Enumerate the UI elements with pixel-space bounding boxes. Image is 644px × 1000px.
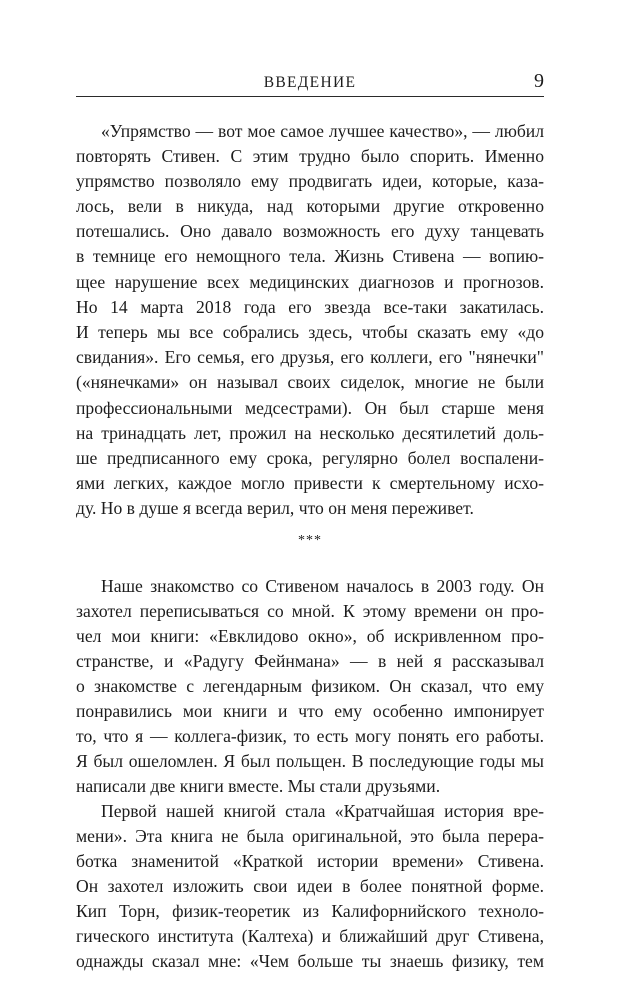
page-number: 9 (534, 70, 544, 92)
text-line: ду. Но в душе я всегда верил, что он меня переживет. (76, 498, 474, 518)
text-line: профессиональными медсестрами). Он был старше меня (76, 398, 544, 418)
text-line: повторять Стивен. С этим трудно было спорить. Именно (76, 146, 544, 166)
text-line: ше предписанного ему срока, регулярно болел воспалени- (76, 448, 544, 468)
text-line: И теперь мы все собрались здесь, чтобы сказать ему «до (76, 322, 544, 342)
text-line: Кип Торн, физик-теоретик из Калифорнийского техноло- (76, 901, 544, 921)
section-separator: *** (298, 533, 322, 548)
running-header (76, 68, 544, 97)
text-line: захотел переписываться со мной. К этому времени он про- (76, 601, 544, 621)
text-line: то, что я — коллега-физик, то есть могу понять его работы. (76, 726, 544, 746)
text-line: ями легких, каждое могло привести к смертельному исхо- (76, 473, 544, 493)
text-line: ботка знаменитой «Краткой истории времени» Стивена. (76, 851, 544, 871)
text-line: однажды сказал мне: «Чем больше ты знаешь физику, тем (76, 951, 544, 971)
text-line: упрямство позволяло ему продвигать идеи, которые, каза- (76, 171, 544, 191)
text-line: лось, вели в никуда, над которыми другие откровенно (76, 196, 544, 216)
text-line: Наше знакомство со Стивеном началось в 2003 году. Он (101, 576, 544, 596)
text-line: Я был ошеломлен. Я был польщен. В последующие годы мы (76, 751, 544, 771)
text-line: Он захотел изложить свои идеи в более понятной форме. (76, 876, 544, 896)
text-line: понравились мои книги и что ему особенно импонирует (76, 701, 544, 721)
text-line: «Упрямство — вот мое самое лучшее качество», — любил (101, 121, 544, 141)
text-line: щее нарушение всех медицинских диагнозов и прогнозов. (76, 272, 544, 292)
text-line: Но 14 марта 2018 года его звезда все-таки закатилась. (76, 297, 544, 317)
text-line: чел мои книги: «Евклидово окно», об искривленном про- (76, 626, 544, 646)
running-title: ВВЕДЕНИЕ (263, 74, 357, 91)
text-line: потешались. Оно давало возможность его духу танцевать (76, 221, 544, 241)
text-line: мени». Эта книга не была оригинальной, это была перера- (76, 826, 544, 846)
text-line: в темнице его немощного тела. Жизнь Стивена — вопию- (76, 246, 544, 266)
text-line: написали две книги вместе. Мы стали друзьями. (76, 776, 441, 796)
text-line: свидания». Его семья, его друзья, его коллеги, его "нянечки" (76, 347, 544, 367)
text-line: («нянечками» он называл своих сиделок, многие не были (76, 372, 544, 392)
text-line: странстве, и «Радугу Фейнмана» — в ней я рассказывал (76, 651, 544, 671)
text-line: гического института (Калтеха) и ближайший друг Стивена, (76, 926, 544, 946)
text-line: Первой нашей книгой стала «Кратчайшая история вре- (101, 801, 544, 821)
text-line: на тринадцать лет, прожил на несколько десятилетий доль- (76, 423, 544, 443)
text-line: о знакомстве с легендарным физиком. Он сказал, что ему (76, 676, 544, 696)
